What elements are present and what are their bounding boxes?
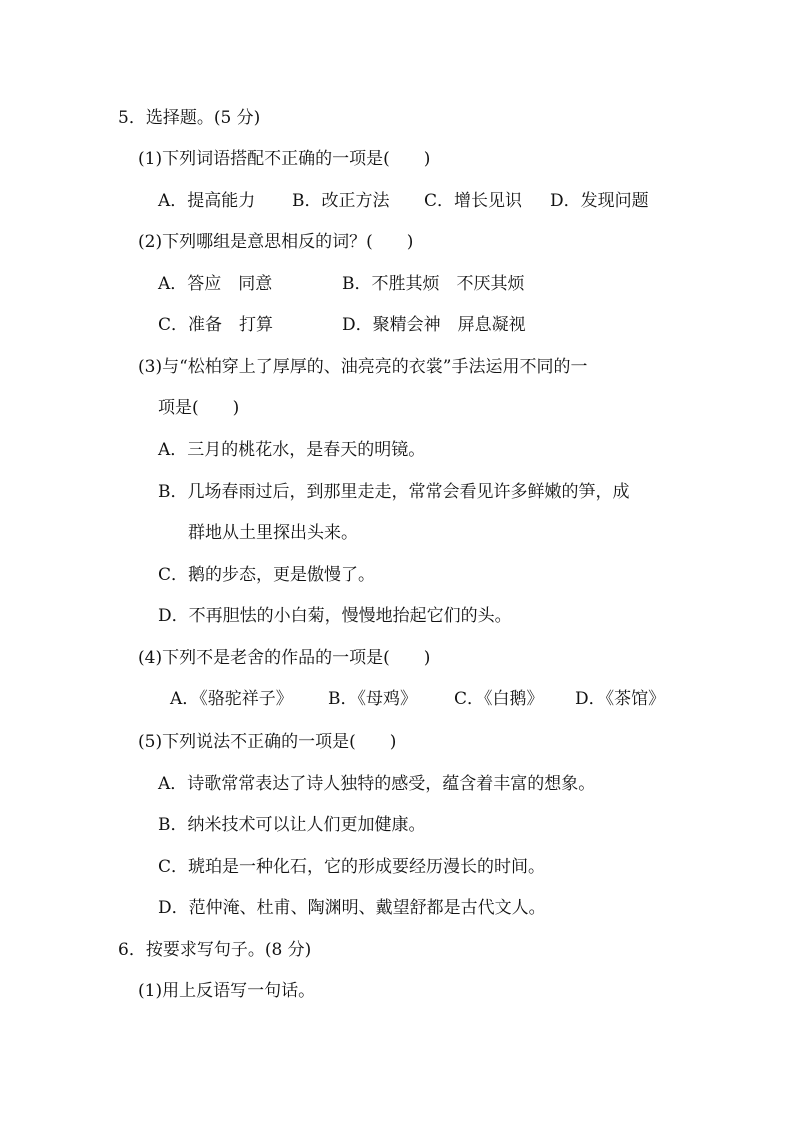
question-5-3-stem-line2: 项是( ) [158, 398, 240, 418]
question-5-5-option-a: A．诗歌常常表达了诗人独特的感受，蕴含着丰富的想象。 [158, 774, 596, 794]
question-5-5-option-c: C．琥珀是一种化石，它的形成要经历漫长的时间。 [158, 857, 546, 877]
question-5-1-stem: (1)下列词语搭配不正确的一项是( ) [138, 149, 431, 169]
question-5-2-option-b: B．不胜其烦 不厌其烦 [342, 274, 525, 294]
question-5-4-option-a: A．《骆驼祥子》 [170, 689, 293, 709]
question-5-5-option-d: D．范仲淹、杜甫、陶渊明、戴望舒都是古代文人。 [158, 898, 546, 918]
question-5-2-option-d: D．聚精会神 屏息凝视 [342, 315, 526, 335]
question-6-heading: 6．按要求写句子。(8 分) [118, 940, 312, 960]
question-5-2-option-c: C．准备 打算 [158, 315, 274, 335]
question-5-3-stem-line1: (3)与“松柏穿上了厚厚的、油亮亮的衣裳”手法运用不同的一 [138, 357, 588, 377]
question-5-3-option-b-line1: B．几场春雨过后，到那里走走，常常会看见许多鲜嫩的笋，成 [158, 482, 630, 502]
question-5-4-option-d: D．《茶馆》 [575, 689, 666, 709]
question-5-5-stem: (5)下列说法不正确的一项是( ) [138, 732, 397, 752]
question-5-5-option-b: B．纳米技术可以让人们更加健康。 [158, 815, 426, 835]
question-6-1-stem: (1)用上反语写一句话。 [138, 981, 316, 1001]
question-5-3-option-d: D．不再胆怯的小白菊，慢慢地抬起它们的头。 [158, 606, 512, 626]
question-5-3-option-a: A．三月的桃花水，是春天的明镜。 [158, 440, 426, 460]
question-5-1-option-c: C．增长见识 [424, 191, 523, 211]
question-5-heading: 5．选择题。(5 分) [118, 108, 261, 128]
question-5-1-option-d: D．发现问题 [550, 191, 649, 211]
question-5-4-stem: (4)下列不是老舍的作品的一项是( ) [138, 648, 431, 668]
question-5-1-option-b: B．改正方法 [292, 191, 390, 211]
question-5-4-option-c: C．《白鹅》 [454, 689, 544, 709]
question-5-1-option-a: A．提高能力 [158, 191, 256, 211]
question-5-4-option-b: B．《母鸡》 [328, 689, 417, 709]
question-5-2-option-a: A．答应 同意 [158, 274, 273, 294]
question-5-3-option-b-line2: 群地从土里探出头来。 [188, 523, 358, 543]
question-5-2-stem: (2)下列哪组是意思相反的词？( ) [138, 232, 414, 252]
question-5-3-option-c: C．鹅的步态，更是傲慢了。 [158, 565, 376, 585]
